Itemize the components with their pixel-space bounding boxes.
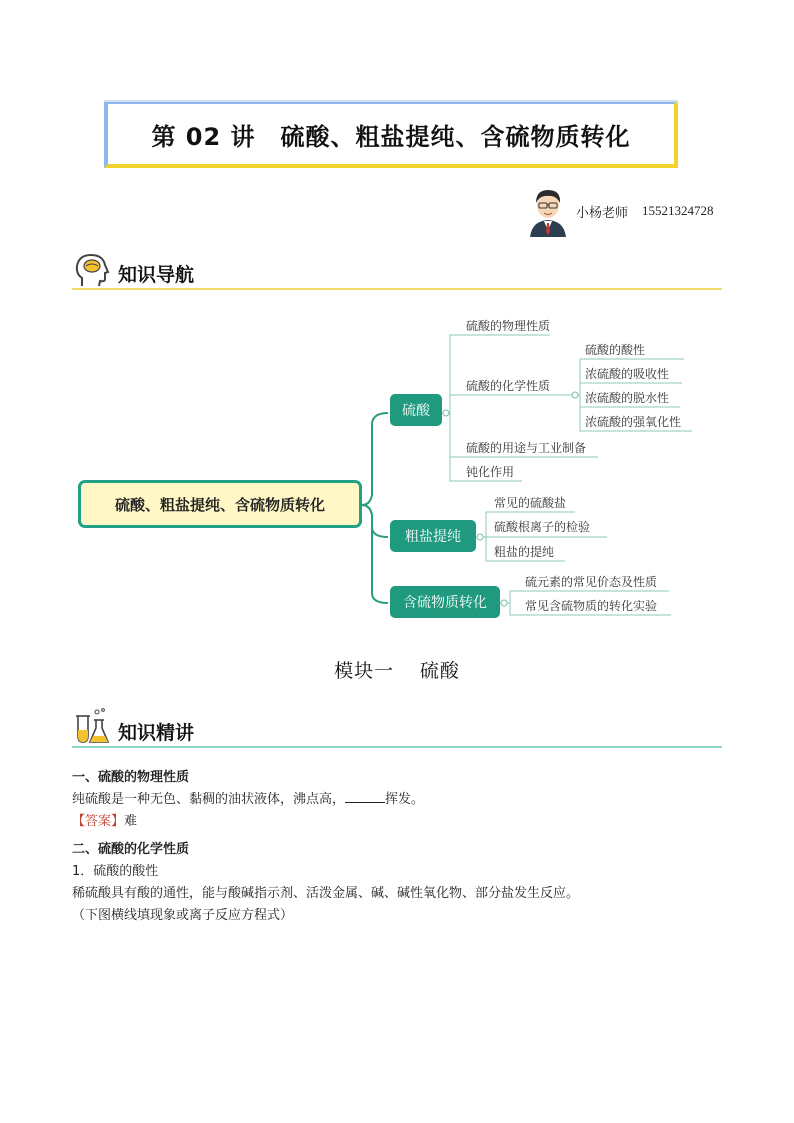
mindmap-branch-sulfur-conversion: 含硫物质转化 xyxy=(390,586,500,618)
section-divider xyxy=(72,288,722,290)
module-title: 模块一 硫酸 xyxy=(334,661,460,682)
mind-map xyxy=(70,305,730,635)
teacher-avatar-icon xyxy=(526,185,570,237)
subheading-acidity: 1．硫酸的酸性 xyxy=(72,864,159,879)
heading-chemical-properties: 二、硫酸的化学性质 xyxy=(72,842,190,857)
section-header-navigation xyxy=(72,254,722,290)
mindmap-leaf: 钝化作用 xyxy=(466,465,515,479)
section-title: 知识精讲 xyxy=(118,722,195,744)
mindmap-leaf: 粗盐的提纯 xyxy=(494,545,555,559)
teacher-phone: 15521324728 xyxy=(642,203,714,218)
paragraph-physical-properties: 纯硫酸是一种无色、黏稠的油状液体，沸点高， 挥发。 xyxy=(72,792,425,807)
section-title: 知识导航 xyxy=(118,264,195,286)
mindmap-leaf: 硫酸的物理性质 xyxy=(466,319,551,333)
mindmap-leaf: 浓硫酸的吸收性 xyxy=(585,367,670,381)
mindmap-leaf: 常见的硫酸盐 xyxy=(494,496,567,510)
answer-tag: 【答案】 xyxy=(72,814,125,829)
teacher-name: 小杨老师 xyxy=(576,205,629,221)
mindmap-leaf: 硫元素的常见价态及性质 xyxy=(525,575,658,589)
brain-head-icon xyxy=(74,252,112,288)
paragraph-note: （下图横线填现象或离子反应方程式） xyxy=(72,908,294,923)
answer-text: 难 xyxy=(124,814,138,829)
section-divider xyxy=(72,746,722,748)
mindmap-leaf: 浓硫酸的脱水性 xyxy=(585,391,670,405)
fill-blank[interactable] xyxy=(345,791,385,803)
mindmap-leaf: 浓硫酸的强氧化性 xyxy=(585,415,682,429)
mindmap-branch-salt-purification: 粗盐提纯 xyxy=(390,520,476,552)
mindmap-leaf: 硫酸的用途与工业制备 xyxy=(466,441,587,455)
lab-flask-icon xyxy=(72,706,112,746)
paragraph-acidity: 稀硫酸具有酸的通性，能与酸碱指示剂、活泼金属、碱、碱性氧化物、部分盐发生反应。 xyxy=(72,886,580,901)
heading-physical-properties: 一、硫酸的物理性质 xyxy=(72,770,190,785)
mindmap-root: 硫酸、粗盐提纯、含硫物质转化 xyxy=(78,480,362,528)
teacher-info xyxy=(526,184,726,238)
mindmap-leaf: 硫酸根离子的检验 xyxy=(494,520,591,534)
answer-line xyxy=(72,810,137,829)
mindmap-leaf: 硫酸的化学性质 xyxy=(466,379,551,393)
section-header-knowledge xyxy=(72,712,722,748)
mindmap-leaf: 硫酸的酸性 xyxy=(585,343,646,357)
title-banner xyxy=(104,100,678,168)
mindmap-branch-sulfuric-acid: 硫酸 xyxy=(390,394,442,426)
page-title: 第 02 讲 硫酸、粗盐提纯、含硫物质转化 xyxy=(151,122,631,151)
mindmap-leaf: 常见含硫物质的转化实验 xyxy=(525,599,658,613)
